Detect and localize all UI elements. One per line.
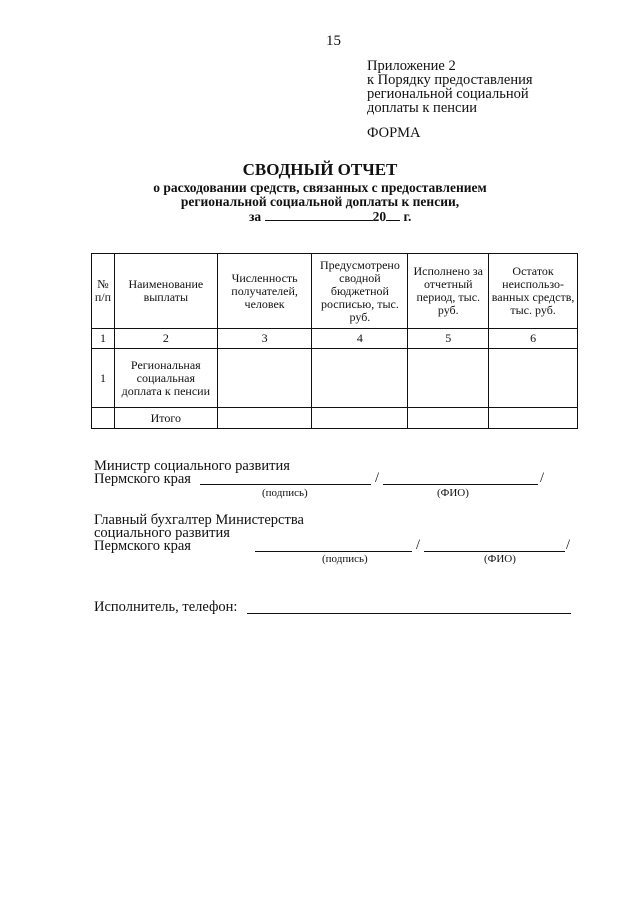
header-cell: Численность получателей, человек (217, 254, 312, 329)
executor-label: Исполнитель, телефон: (94, 599, 238, 615)
separator-slash: / (416, 537, 421, 553)
separator-slash: / (375, 470, 380, 486)
header-cell: Предусмотрено сводной бюджетной росписью, тыс. руб. (312, 254, 408, 329)
report-period (249, 209, 411, 225)
accountant-signature-line (255, 539, 412, 552)
table-row (92, 349, 578, 408)
page-title: СВОДНЫЙ ОТЧЕТ (242, 160, 398, 179)
table-cell (312, 408, 408, 429)
table-header-row (92, 254, 578, 329)
subtitle (0, 181, 640, 209)
total-label: Итого (114, 408, 217, 429)
caption-name: (ФИО) (437, 487, 469, 499)
period-blank (265, 209, 373, 221)
minister-region: Пермского края (94, 471, 191, 487)
separator-slash: / (566, 537, 571, 553)
table-cell (489, 349, 578, 408)
appendix-line: Приложение 2 (367, 58, 456, 74)
table-cell (408, 349, 489, 408)
appendix-line: доплаты к пенсии (367, 100, 477, 116)
accountant-title: Главный бухгалтер Министерства (94, 512, 304, 528)
row-name: Региональная социальная доплата к пенсии (114, 349, 217, 408)
total-row (92, 408, 578, 429)
table-cell (408, 408, 489, 429)
period-prefix: за (249, 209, 262, 224)
caption-signature: (подпись) (322, 553, 368, 565)
minister-signature-line (200, 472, 371, 485)
table-cell (489, 408, 578, 429)
column-number: 1 (92, 329, 115, 349)
column-number: 2 (114, 329, 217, 349)
caption-name: (ФИО) (484, 553, 516, 565)
table-cell (92, 408, 115, 429)
form-label: ФОРМА (367, 125, 421, 141)
appendix-line: к Порядку предоставления (367, 72, 533, 88)
minister-title: Министр социального развития (94, 458, 290, 474)
header-cell: Наименование выплаты (114, 254, 217, 329)
accountant-name-line (424, 539, 565, 552)
page-number: 15 (326, 33, 341, 49)
column-number: 3 (217, 329, 312, 349)
caption-signature: (подпись) (262, 487, 308, 499)
separator-slash: / (540, 470, 545, 486)
subtitle-line: о расходовании средств, связанных с предоставлением (153, 180, 487, 195)
header-cell: № п/п (92, 254, 115, 329)
table-cell (217, 408, 312, 429)
executor-line (247, 601, 571, 614)
accountant-region: Пермского края (94, 538, 191, 554)
accountant-ministry: социального развития (94, 525, 230, 541)
period-suffix: г. (403, 209, 412, 224)
subtitle-line: региональной социальной доплаты к пенсии, (180, 194, 460, 209)
table-cell (312, 349, 408, 408)
appendix-header (367, 59, 533, 115)
table-cell (217, 349, 312, 408)
header-cell: Остаток неиспользо-ванных средств, тыс. руб. (489, 254, 578, 329)
appendix-line: региональной социальной (367, 86, 529, 102)
year-blank (386, 209, 400, 221)
report-table (91, 253, 578, 429)
header-cell: Исполнено за отчетный период, тыс. руб. (408, 254, 489, 329)
column-number-row (92, 329, 578, 349)
column-number: 6 (489, 329, 578, 349)
minister-name-line (383, 472, 538, 485)
row-number: 1 (92, 349, 115, 408)
column-number: 5 (408, 329, 489, 349)
column-number: 4 (312, 329, 408, 349)
period-year: 20 (372, 209, 387, 224)
